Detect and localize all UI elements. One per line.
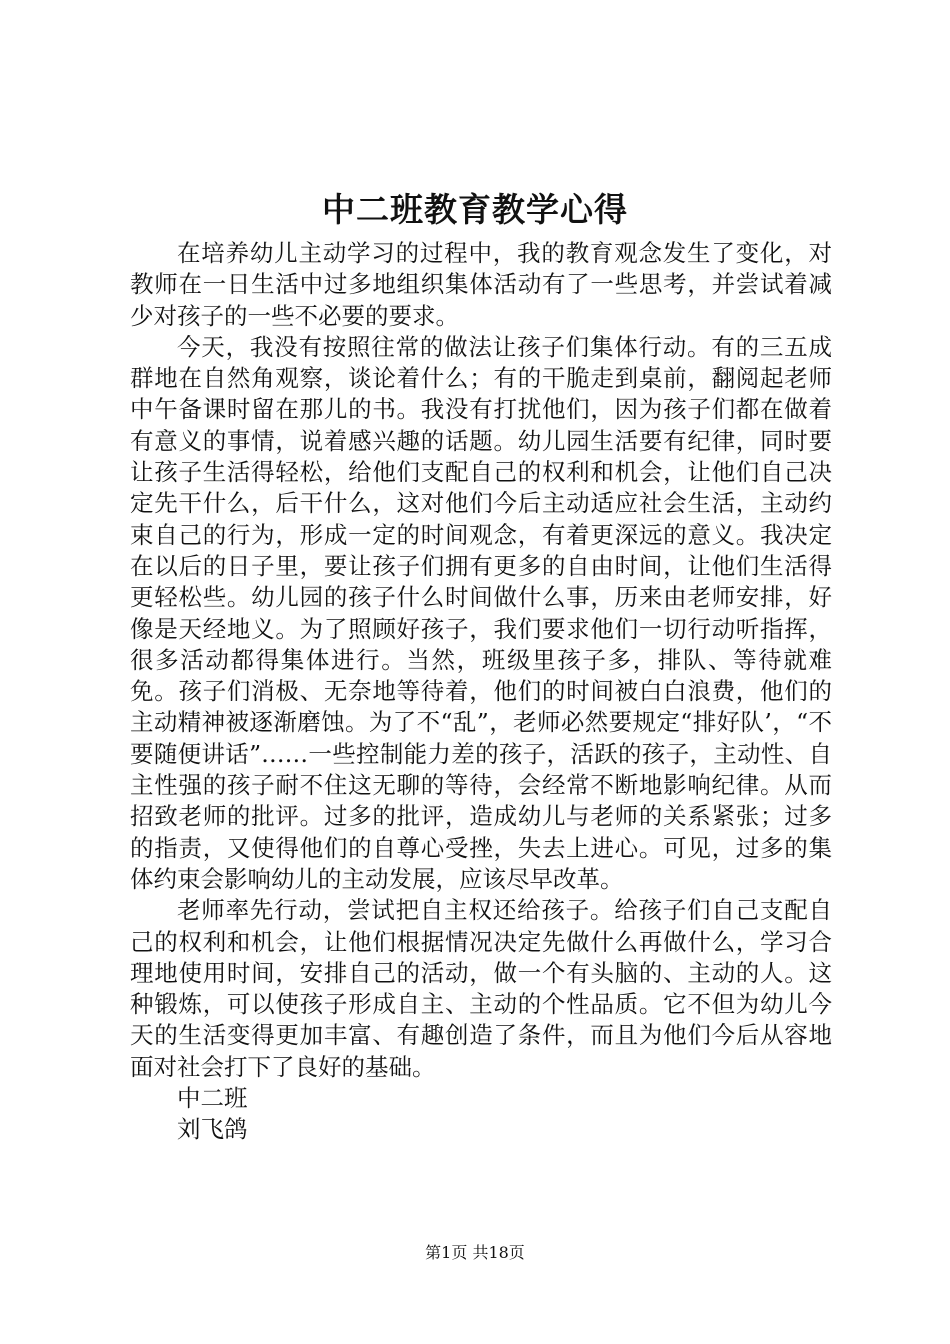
signature-author: 刘飞鸽: [177, 1115, 248, 1144]
paragraph-3: 老师率先行动，尝试把自主权还给孩子。给孩子们自己支配自己的权利和机会，让他们根据情况决定先做什么再做什么，学习合理地使用时间，安排自己的活动，做一个有头脑的、主动的人。这种锻炼，可以使孩子形成自主、主动的个性品质。它不但为幼儿今天的生活变得更加丰富、有趣创造了条件，而且为他们今后从容地面对社会打下了良好的基础。: [130, 896, 832, 1081]
document-body: [130, 238, 832, 1146]
paragraph-2: 今天，我没有按照往常的做法让孩子们集体行动。有的三五成群地在自然角观察，谈论着什么；有的干脆走到桌前，翻阅起老师中午备课时留在那儿的书。我没有打扰他们，因为孩子们都在做着有意义的事情，说着感兴趣的话题。幼儿园生活要有纪律，同时要让孩子生活得轻松，给他们支配自己的权利和机会，让他们自己决定先干什么，后干什么，这对他们今后主动适应社会生活，主动约束自己的行为，形成一定的时间观念，有着更深远的意义。我决定在以后的日子里，要让孩子们拥有更多的自由时间，让他们生活得更轻松些。幼儿园的孩子什么时间做什么事，历来由老师安排，好像是天经地义。为了照顾好孩子，我们要求他们一切行动听指挥，很多活动都得集体进行。当然，班级里孩子多，排队、等待就难免。孩子们消极、无奈地等待着，他们的时间被白白浪费，他们的主动精神被逐渐磨蚀。为了不“乱”，老师必然要规定“排好队’，“不要随便讲话”……一些控制能力差的孩子，活跃的孩子，主动性、自主性强的孩子耐不住这无聊的等待，会经常不断地影响纪律。从而招致老师的批评。过多的批评，造成幼儿与老师的关系紧张；过多的指责，又使得他们的自尊心受挫，失去上进心。可见，过多的集体约束会影响幼儿的主动发展，应该尽早改革。: [130, 332, 832, 893]
paragraph-1: 在培养幼儿主动学习的过程中，我的教育观念发生了变化，对教师在一日生活中过多地组织集体活动有了一些思考，并尝试着减少对孩子的一些不必要的要求。: [130, 239, 832, 330]
document-title: 中二班教育教学心得: [322, 190, 628, 229]
signature-class: 中二班: [177, 1084, 248, 1113]
page-footer: 第1页 共18页: [425, 1243, 525, 1262]
